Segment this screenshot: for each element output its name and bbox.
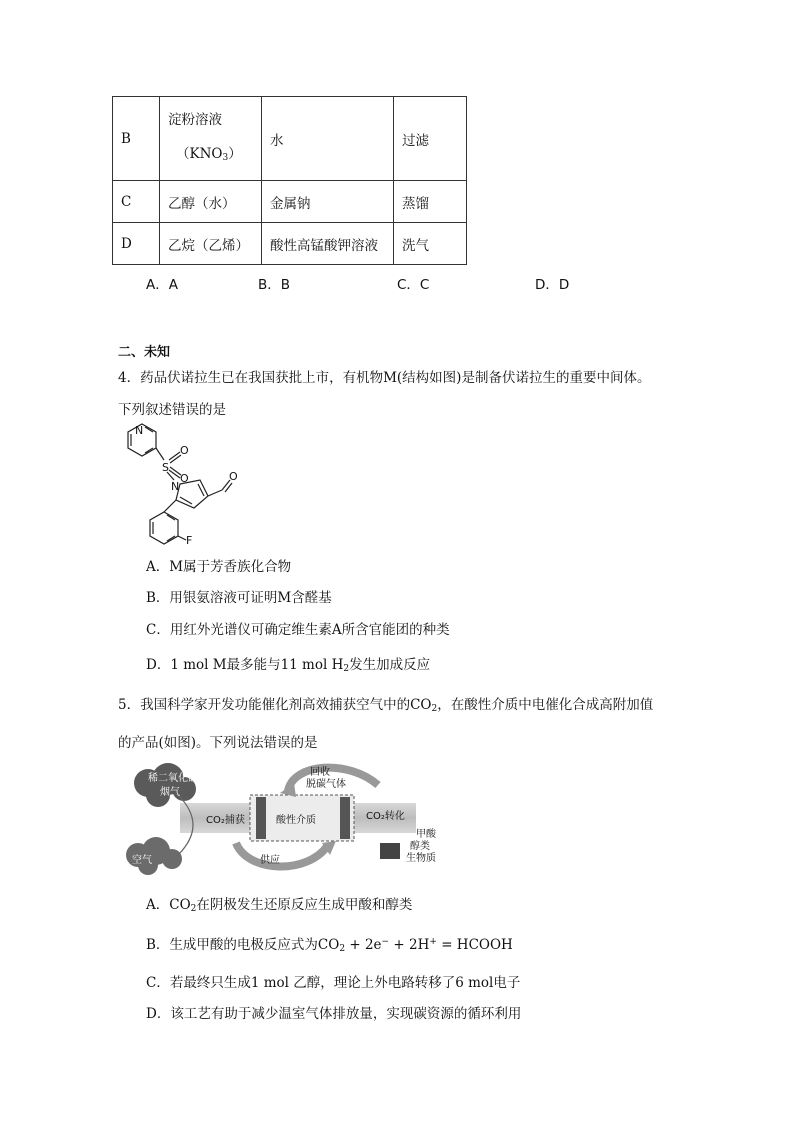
product-label: 生物质 — [406, 853, 436, 864]
medium-label: 酸性介质 — [276, 815, 316, 826]
product-label: 甲酸 — [416, 829, 436, 840]
table-cell: 水 — [262, 97, 394, 181]
co2-cycle-diagram — [118, 755, 468, 875]
q5-option-a[interactable]: A．$CO_2$在阴极发生还原反应生成甲酸和醇类 — [146, 897, 413, 914]
table-row — [113, 181, 467, 223]
cloud-label: 稀二氧化碳 — [148, 773, 198, 784]
option-d[interactable]: D．D — [535, 277, 570, 293]
table-cell: 蒸馏 — [394, 181, 467, 223]
option-a[interactable]: A．A — [146, 277, 178, 293]
electrode-right — [340, 797, 350, 839]
section-title: 二、未知 — [118, 345, 171, 360]
q5-option-b[interactable]: B．生成甲酸的电极反应式为$CO_2 + 2e^- + 2H^+$ = HCOOH — [146, 937, 513, 954]
row-label: C — [113, 181, 160, 223]
atom-label: O — [229, 470, 238, 483]
atom-label: F — [186, 534, 193, 547]
row-label: D — [113, 223, 160, 265]
row-label: B — [113, 97, 160, 181]
convert-label: CO₂转化 — [366, 811, 405, 822]
q4-option-d[interactable]: D．1 mol M最多能与11 mol $H_2$发生加成反应 — [146, 657, 431, 674]
atom-label: S — [162, 461, 169, 474]
q4-stem-line2: 下列叙述错误的是 — [118, 402, 226, 418]
supply-label: 供应 — [260, 855, 280, 866]
benzene-ring — [150, 512, 178, 544]
atom-label: O — [180, 472, 189, 485]
product-label: 醇类 — [410, 841, 430, 852]
products-icon — [380, 843, 400, 859]
q4-option-a[interactable]: A．M属于芳香族化合物 — [146, 559, 292, 575]
q4-stem-line1: 4．药品伏诺拉生已在我国获批上市，有机物M(结构如图)是制备伏诺拉生的重要中间体。 — [118, 370, 651, 386]
q4-option-b[interactable]: B．用银氨溶液可证明M含醛基 — [146, 590, 332, 606]
q5-stem-line1: 5．我国科学家开发功能催化剂高效捕获空气中的$CO_2$，在酸性介质中电催化合成高附加值 — [118, 697, 654, 714]
cloud-label: 空气 — [132, 855, 152, 866]
table-cell: 淀粉溶液 $(KNO_3)$ — [160, 97, 262, 181]
q4-option-c[interactable]: C．用红外光谱仪可确定维生素A所含官能团的种类 — [146, 622, 450, 638]
table-cell: 乙醇（水） — [160, 181, 262, 223]
table-cell: 酸性高锰酸钾溶液 — [262, 223, 394, 265]
table-cell: 洗气 — [394, 223, 467, 265]
atom-label: N — [171, 480, 180, 493]
decarb-label: 脱碳气体 — [306, 779, 346, 790]
cloud-label: 烟气 — [160, 787, 180, 798]
atom-label: N — [135, 424, 144, 437]
table-cell: 乙烷（乙烯） — [160, 223, 262, 265]
molecule-structure-diagram — [112, 420, 252, 550]
q5-stem-line2: 的产品(如图)。下列说法错误的是 — [118, 735, 318, 751]
table-row — [113, 223, 467, 265]
capture-label: CO₂捕获 — [206, 815, 245, 826]
flue-gas-cloud — [134, 763, 196, 807]
recover-label: 回收 — [310, 767, 330, 778]
table-cell: 金属钠 — [262, 181, 394, 223]
table-row — [113, 97, 467, 181]
option-b[interactable]: B．B — [258, 277, 291, 293]
q5-option-c[interactable]: C．若最终只生成1 mol 乙醇，理论上外电路转移了6 mol电子 — [146, 975, 521, 991]
electrode-left — [256, 797, 266, 839]
q5-option-d[interactable]: D．该工艺有助于减少温室气体排放量，实现碳资源的循环利用 — [146, 1006, 522, 1022]
supply-arrow — [236, 843, 328, 867]
reagent-table — [112, 96, 467, 265]
atom-label: O — [180, 444, 189, 457]
table-cell: 过滤 — [394, 97, 467, 181]
option-c[interactable]: C．C — [397, 277, 430, 293]
